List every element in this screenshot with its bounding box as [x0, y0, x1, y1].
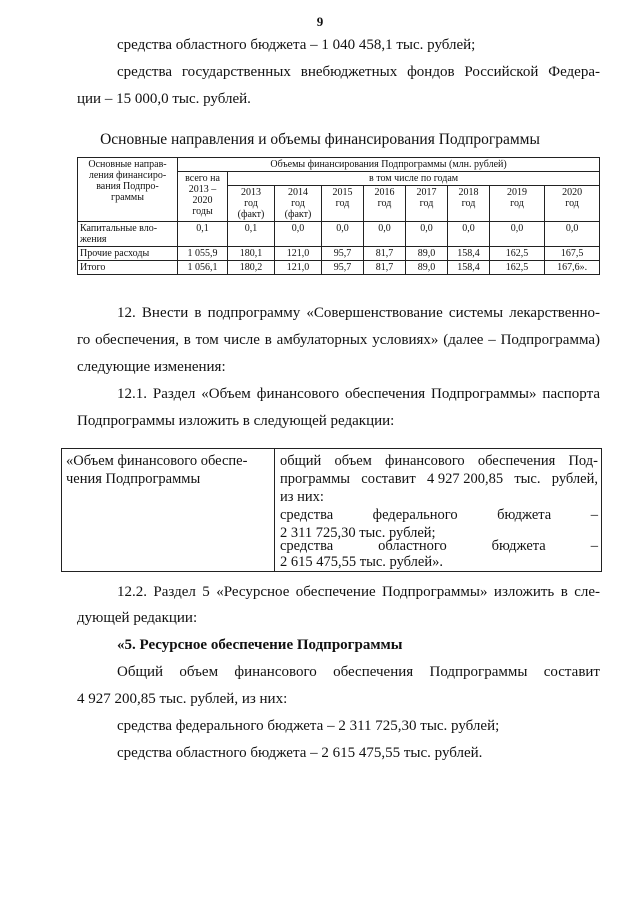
paragraph-12-line: 12. Внести в подпрограмму «Совершенствование системы лекарственно-	[117, 305, 600, 321]
cell-2019: 162,5	[490, 247, 545, 261]
passport-left-line: «Объем финансового обеспе-	[66, 453, 248, 469]
cell-2018: 158,4	[448, 261, 490, 275]
years-header: в том числе по годам	[228, 172, 600, 186]
passport-table	[61, 448, 602, 572]
cell-2013: 180,1	[228, 247, 275, 261]
intro-line: средства государственных внебюджетных фондов Российской Федера-	[117, 64, 600, 80]
cell-2020: 0,0	[545, 222, 600, 247]
row-label: Итого	[78, 261, 178, 275]
cell-2017: 0,0	[406, 222, 448, 247]
cell-2015: 0,0	[322, 222, 364, 247]
passport-right-line: 2 311 725,30 тыс. рублей;	[280, 525, 436, 541]
table-row	[78, 247, 600, 261]
row-label: Прочие расходы	[78, 247, 178, 261]
intro-line: ции – 15 000,0 тыс. рублей.	[77, 91, 251, 107]
cell-2014: 0,0	[275, 222, 322, 247]
cell-2016: 81,7	[364, 261, 406, 275]
cell-2017: 89,0	[406, 247, 448, 261]
table-caption: Основные направления и объемы финансирования Подпрограммы	[100, 131, 540, 148]
main-header: Объемы финансирования Подпрограммы (млн. рублей)	[178, 158, 600, 172]
intro-line: средства областного бюджета – 1 040 458,1 тыс. рублей;	[117, 37, 476, 53]
year-header: 2018 год	[448, 186, 490, 222]
table-row	[78, 222, 600, 247]
cell-2013: 0,1	[228, 222, 275, 247]
page-number: 9	[316, 14, 324, 29]
cell-2015: 95,7	[322, 247, 364, 261]
regional-budget-line: средства областного бюджета – 2 615 475,55 тыс. рублей.	[117, 745, 483, 761]
cell-2018: 158,4	[448, 247, 490, 261]
cell-2020: 167,6».	[545, 261, 600, 275]
row-header-cell: Основные направ- ления финансиро- вания Подпро- граммы	[78, 158, 178, 222]
passport-divider	[274, 449, 275, 571]
section-body-line: 4 927 200,85 тыс. рублей, из них:	[77, 691, 288, 707]
year-header: 2016 год	[364, 186, 406, 222]
passport-right-line: программы составит 4 927 200,85 тыс. рублей,	[280, 471, 598, 487]
paragraph-12-1-line: Подпрограммы изложить в следующей редакции:	[77, 413, 395, 429]
year-header: 2019 год	[490, 186, 545, 222]
passport-right-line: средства федерального бюджета –	[280, 507, 598, 523]
cell-2014: 121,0	[275, 261, 322, 275]
table-row	[78, 261, 600, 275]
year-header: 2020 год	[545, 186, 600, 222]
total-header: всего на 2013 – 2020 годы	[178, 172, 228, 222]
row-label: Капитальные вло- жения	[78, 222, 178, 247]
cell-2018: 0,0	[448, 222, 490, 247]
paragraph-12-1-line: 12.1. Раздел «Объем финансового обеспечения Подпрограммы» паспорта	[117, 386, 600, 402]
cell-2013: 180,2	[228, 261, 275, 275]
cell-2016: 0,0	[364, 222, 406, 247]
passport-right-line: средства областного бюджета –	[280, 538, 598, 554]
year-header: 2017 год	[406, 186, 448, 222]
cell-2020: 167,5	[545, 247, 600, 261]
cell-total: 1 055,9	[178, 247, 228, 261]
cell-2015: 95,7	[322, 261, 364, 275]
passport-right-line: общий объем финансового обеспечения Под-	[280, 453, 598, 469]
section-body-line: Общий объем финансового обеспечения Подпрограммы составит	[117, 664, 600, 680]
cell-2019: 0,0	[490, 222, 545, 247]
paragraph-12-2-line: 12.2. Раздел 5 «Ресурсное обеспечение Подпрограммы» изложить в сле-	[117, 584, 600, 600]
paragraph-12-line: го обеспечения, в том числе в амбулаторных условиях» (далее – Подпрограмма)	[77, 332, 600, 348]
section-heading: «5. Ресурсное обеспечение Подпрограммы	[117, 637, 403, 653]
year-header: 2013 год (факт)	[228, 186, 275, 222]
cell-2016: 81,7	[364, 247, 406, 261]
year-header: 2015 год	[322, 186, 364, 222]
cell-2017: 89,0	[406, 261, 448, 275]
federal-budget-line: средства федерального бюджета – 2 311 725,30 тыс. рублей;	[117, 718, 500, 734]
paragraph-12-2-line: дующей редакции:	[77, 610, 198, 626]
paragraph-12-line: следующие изменения:	[77, 359, 226, 375]
year-header: 2014 год (факт)	[275, 186, 322, 222]
cell-total: 0,1	[178, 222, 228, 247]
passport-left-line: чения Подпрограммы	[66, 471, 201, 487]
cell-total: 1 056,1	[178, 261, 228, 275]
financing-table	[77, 157, 600, 275]
passport-right-line: 2 615 475,55 тыс. рублей».	[280, 554, 443, 570]
cell-2019: 162,5	[490, 261, 545, 275]
passport-right-line: из них:	[280, 489, 324, 505]
cell-2014: 121,0	[275, 247, 322, 261]
